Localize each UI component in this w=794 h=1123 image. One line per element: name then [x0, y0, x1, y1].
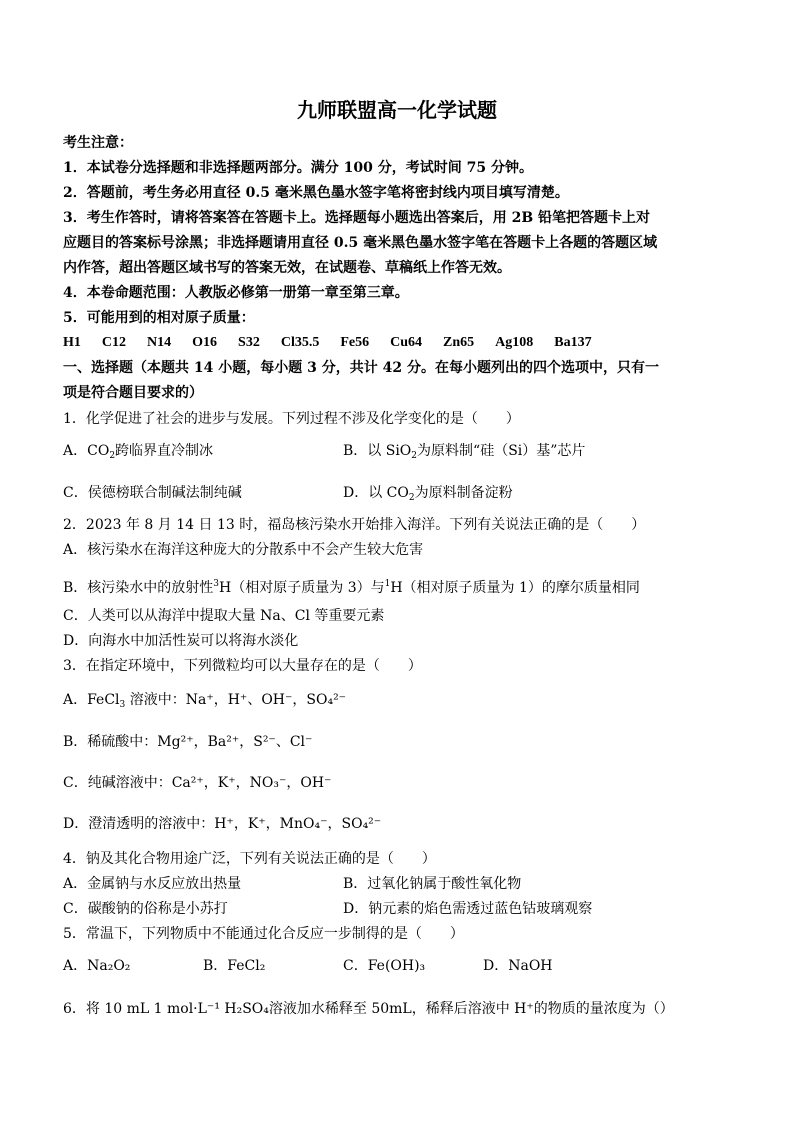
notice-item-2: 2．答题前，考生务必用直径 0.5 毫米黑色墨水签字笔将密封线内项目填写清楚。 — [63, 185, 569, 201]
page-title: 九师联盟高一化学试题 — [297, 98, 497, 122]
q3-option-b: B．稀硫酸中：Mg²⁺，Ba²⁺，S²⁻、Cl⁻ — [63, 734, 313, 750]
notice-item-3: 3．考生作答时，请将答案答在答题卡上。选择题每小题选出答案后，用 2B 铅笔把答题卡上对 — [63, 210, 651, 226]
q1-option-c: C．侯德榜联合制碱法制纯碱 — [63, 485, 242, 501]
question-2-stem: 2．2023 年 8 月 14 日 13 时，福岛核污染水开始排入海洋。下列有关说法正确的是（ ） — [63, 517, 646, 533]
atomic-mass: O16 — [192, 335, 218, 350]
question-3-stem: 3．在指定环境中，下列微粒均可以大量存在的是（ ） — [63, 658, 422, 674]
notice-heading: 考生注意： — [63, 135, 133, 151]
option-text: B．以 SiO — [343, 443, 412, 459]
q4-option-b: B．过氧化钠属于酸性氧化物 — [343, 876, 522, 892]
atomic-mass: Zn65 — [443, 335, 475, 350]
notice-item-3-cont2: 内作答，超出答题区域书写的答案无效，在试题卷、草稿纸上作答无效。 — [63, 260, 511, 276]
option-text: 为原料制备淀粉 — [414, 485, 513, 501]
subscript: 2 — [411, 451, 418, 461]
notice-item-3-cont: 应题目的答案标号涂黑；非选择题请用直径 0.5 毫米黑色墨水签字笔在答题卡上各题的答题区域 — [63, 235, 658, 251]
superscript: 1 — [384, 579, 391, 589]
q3-option-d: D．澄清透明的溶液中：H⁺，K⁺，MnO₄⁻，SO₄²⁻ — [63, 816, 382, 832]
q1-option-b — [343, 442, 585, 465]
q5-option-a: A．Na₂O₂ — [63, 958, 131, 974]
atomic-mass: Cl35.5 — [280, 335, 320, 350]
atomic-mass: C12 — [101, 335, 127, 350]
option-text: 溶液中：Na⁺，H⁺、OH⁻，SO₄²⁻ — [125, 692, 347, 708]
option-text: H（相对原子质量为 3）与 — [219, 580, 385, 596]
q2-option-d: D．向海水中加活性炭可以将海水淡化 — [63, 633, 299, 649]
q2-option-a: A．核污染水在海洋这种庞大的分散系中不会产生较大危害 — [63, 542, 424, 558]
section-heading: 一、选择题（本题共 14 小题，每小题 3 分，共计 42 分。在每小题列出的四个选项中，只有一 — [63, 360, 659, 376]
option-text: A．FeCl — [63, 692, 120, 708]
option-text: D．以 CO — [343, 485, 409, 501]
atomic-mass: S32 — [238, 335, 260, 350]
atomic-mass: Fe56 — [340, 335, 370, 350]
atomic-mass: N14 — [147, 335, 172, 350]
q4-option-c: C．碳酸钠的俗称是小苏打 — [63, 901, 228, 917]
q1-option-a — [63, 442, 213, 465]
option-text: A．CO — [63, 443, 110, 459]
superscript: 3 — [213, 579, 220, 589]
atomic-mass: Cu64 — [390, 335, 422, 350]
question-6-stem: 6．将 10 mL 1 mol·L⁻¹ H₂SO₄溶液加水稀释至 50mL，稀释后溶液中 H⁺的物质的量浓度为（） — [63, 1001, 674, 1017]
question-1-stem: 1．化学促进了社会的进步与发展。下列过程不涉及化学变化的是（ ） — [63, 411, 520, 427]
option-text: 跨临界直冷制冰 — [115, 443, 214, 459]
atomic-mass: Ba137 — [554, 335, 592, 350]
q4-option-a: A．金属钠与水反应放出热量 — [63, 876, 242, 892]
q3-option-a — [63, 691, 346, 714]
option-text: B．核污染水中的放射性 — [63, 580, 214, 596]
q3-option-c: C．纯碱溶液中：Ca²⁺，K⁺，NO₃⁻，OH⁻ — [63, 775, 332, 791]
notice-item-4: 4．本卷命题范围：人教版必修第一册第一章至第三章。 — [63, 285, 409, 301]
q1-option-d — [343, 484, 513, 507]
q4-option-d: D．钠元素的焰色需透过蓝色钴玻璃观察 — [343, 901, 593, 917]
option-text: H（相对原子质量为 1）的摩尔质量相同 — [390, 580, 640, 596]
subscript: 2 — [109, 451, 116, 461]
q2-option-b — [63, 575, 640, 597]
notice-item-1: 1．本试卷分选择题和非选择题两部分。满分 100 分，考试时间 75 分钟。 — [63, 160, 533, 176]
question-5-stem: 5．常温下，下列物质中不能通过化合反应一步制得的是（ ） — [63, 926, 464, 942]
q5-option-d: D．NaOH — [483, 958, 553, 974]
atomic-mass: H1 — [63, 335, 81, 350]
q5-option-b: B．FeCl₂ — [203, 958, 266, 974]
q2-option-c: C．人类可以从海洋中提取大量 Na、Cl 等重要元素 — [63, 608, 385, 624]
subscript: 2 — [408, 493, 415, 503]
section-heading-cont: 项是符合题目要求的） — [63, 385, 203, 401]
notice-item-5: 5．可能用到的相对原子质量： — [63, 310, 255, 326]
question-4-stem: 4．钠及其化合物用途广泛，下列有关说法正确的是（ ） — [63, 851, 436, 867]
atomic-mass-list — [63, 334, 613, 352]
subscript: 3 — [119, 700, 126, 710]
atomic-mass: Ag108 — [495, 335, 534, 350]
q5-option-c: C．Fe(OH)₃ — [343, 958, 426, 974]
option-text: 为原料制“硅（Si）基”芯片 — [417, 443, 586, 459]
